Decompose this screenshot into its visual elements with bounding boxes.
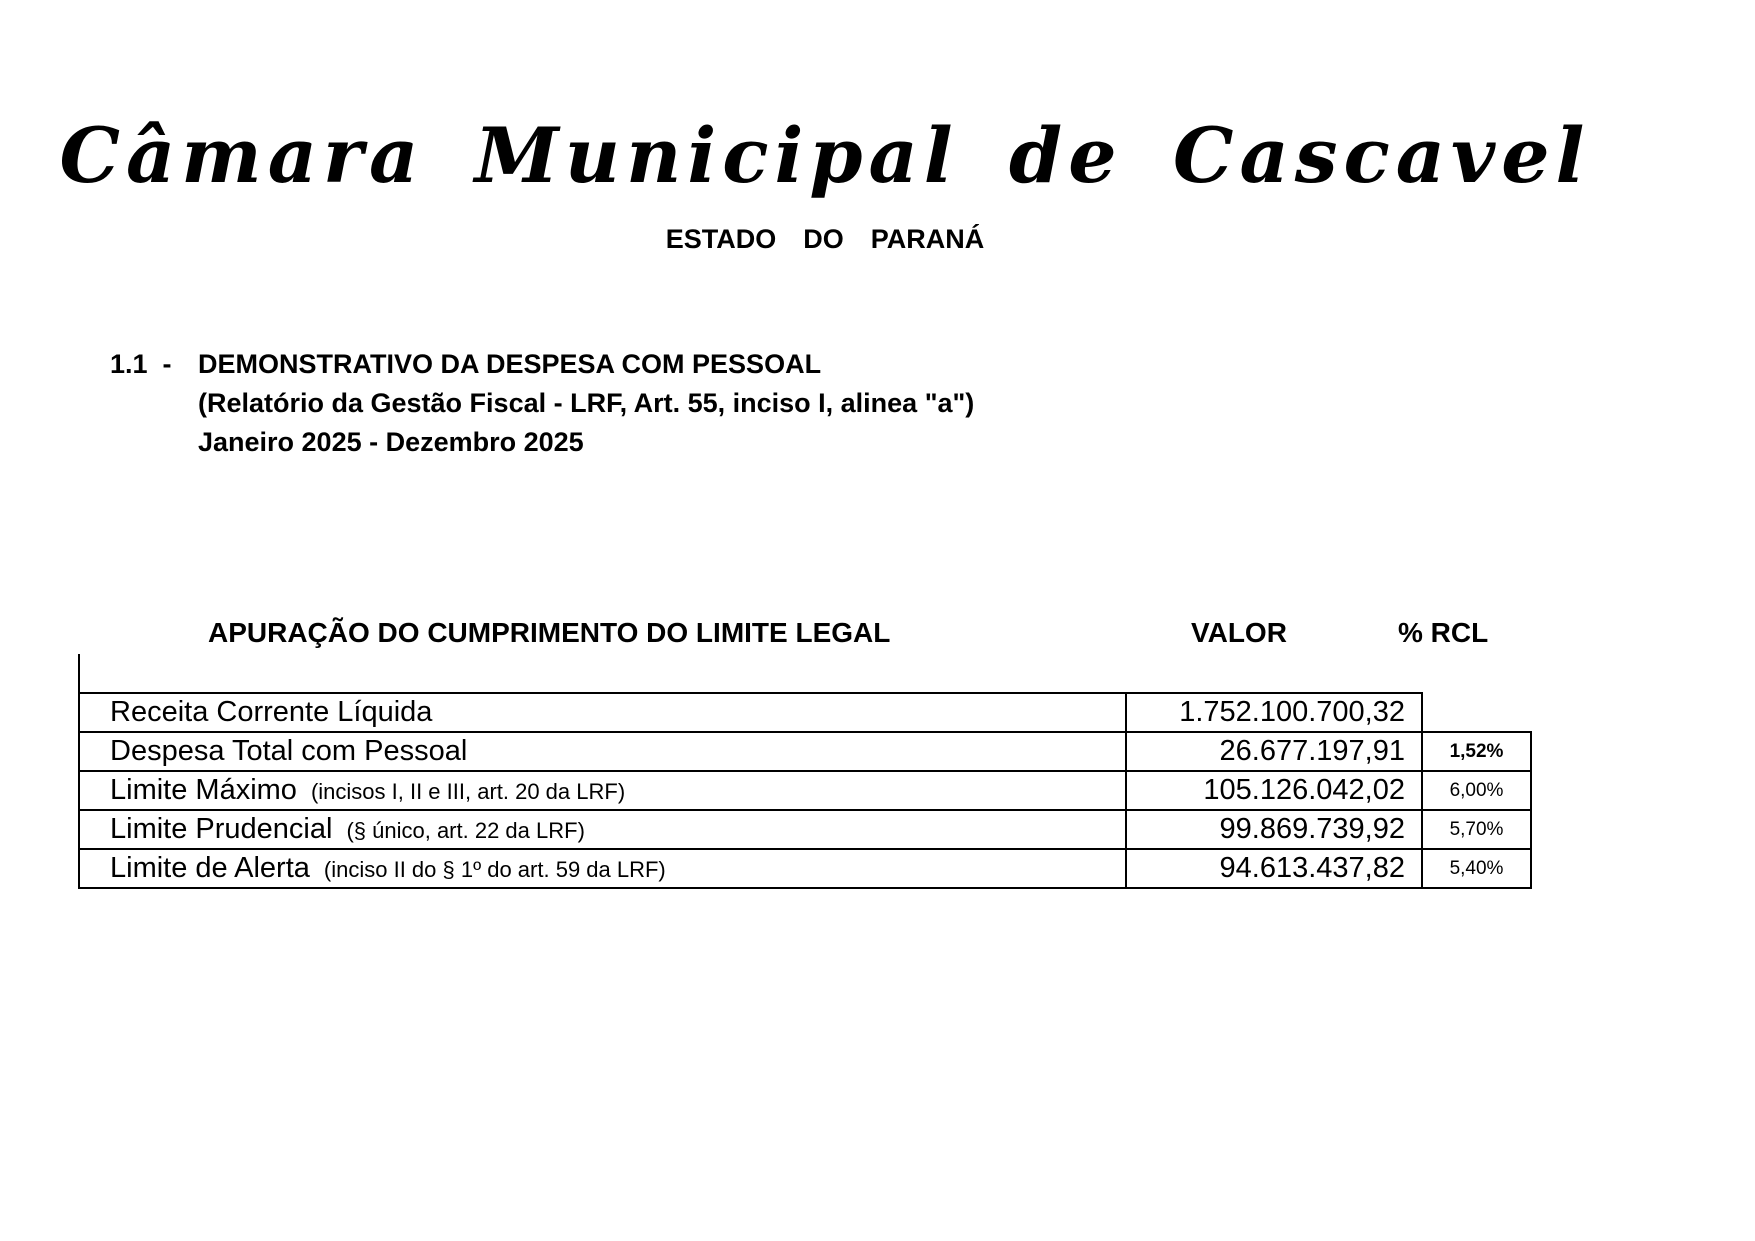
- report-period: Janeiro 2025 - Dezembro 2025: [198, 427, 584, 457]
- row-note: (incisos I, II e III, art. 20 da LRF): [310, 779, 626, 804]
- table-row: [79, 732, 1531, 771]
- row-percent: 5,70%: [1422, 810, 1531, 849]
- row-description: [79, 732, 1126, 771]
- row-description: [79, 693, 1126, 732]
- report-heading: [110, 345, 974, 462]
- limits-table: [78, 692, 1532, 889]
- row-label: Despesa Total com Pessoal: [110, 735, 468, 767]
- row-percent: 1,52%: [1422, 732, 1531, 771]
- row-description: [79, 771, 1126, 810]
- row-label: Limite Prudencial: [110, 813, 333, 845]
- row-note: (§ único, art. 22 da LRF): [346, 818, 585, 843]
- row-value: 105.126.042,02: [1126, 771, 1422, 810]
- row-description: [79, 849, 1126, 888]
- row-note: (inciso II do § 1º do art. 59 da LRF): [323, 857, 666, 882]
- header-description: APURAÇÃO DO CUMPRIMENTO DO LIMITE LEGAL: [208, 617, 891, 648]
- report-title-line: [110, 345, 974, 384]
- row-value: 26.677.197,91: [1126, 732, 1422, 771]
- table-row: [79, 693, 1531, 732]
- report-subtitle: (Relatório da Gestão Fiscal - LRF, Art. 55, inciso I, alinea "a"): [198, 388, 975, 418]
- row-label: Limite de Alerta: [110, 852, 310, 884]
- header-percent: % RCL: [1398, 617, 1489, 648]
- row-value: 1.752.100.700,32: [1126, 693, 1422, 732]
- row-label: Receita Corrente Líquida: [110, 696, 433, 728]
- org-name: Câmara Municipal de Cascavel: [59, 111, 1591, 200]
- row-percent: 6,00%: [1422, 771, 1531, 810]
- row-percent: 5,40%: [1422, 849, 1531, 888]
- table-row: [79, 810, 1531, 849]
- row-description: [79, 810, 1126, 849]
- table-row: [79, 849, 1531, 888]
- row-label: Limite Máximo: [110, 774, 297, 806]
- state-name: ESTADO DO PARANÁ: [665, 224, 985, 254]
- row-percent: [1422, 693, 1531, 732]
- report-number: 1.1 -: [110, 349, 172, 379]
- report-title: DEMONSTRATIVO DA DESPESA COM PESSOAL: [198, 349, 822, 379]
- header-value: VALOR: [1191, 617, 1287, 648]
- row-value: 94.613.437,82: [1126, 849, 1422, 888]
- row-value: 99.869.739,92: [1126, 810, 1422, 849]
- table-left-rule: [78, 654, 80, 692]
- table-row: [79, 771, 1531, 810]
